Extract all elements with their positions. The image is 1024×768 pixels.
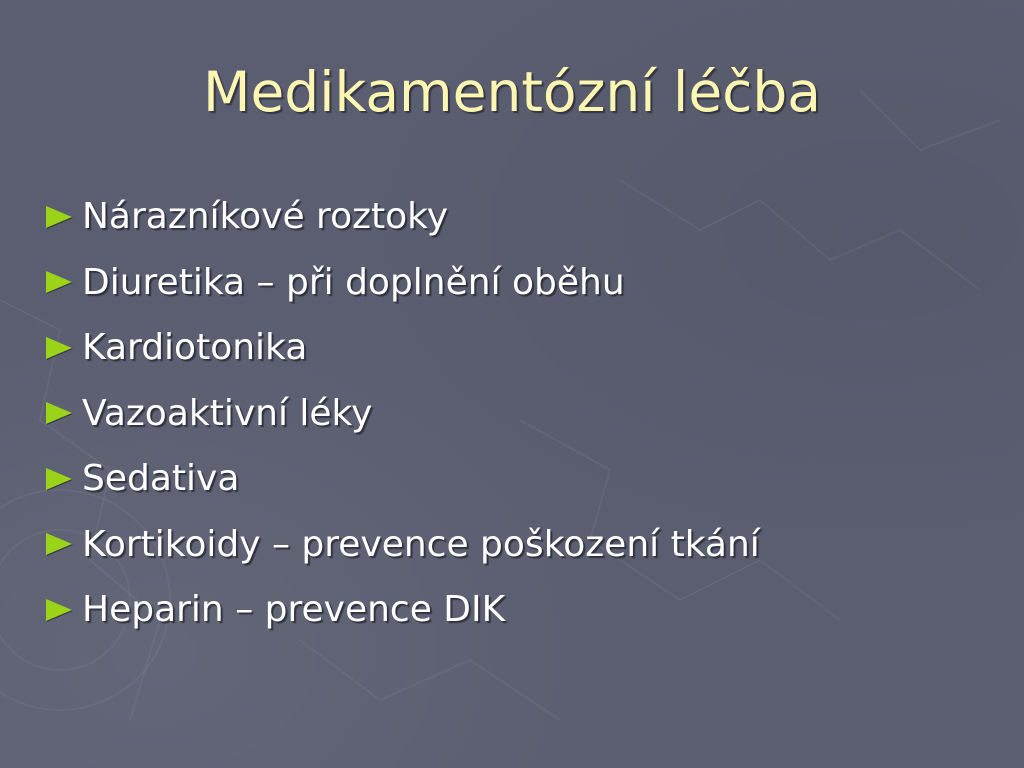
triangle-right-icon	[46, 402, 72, 424]
bullet-text: Vazoaktivní léky	[82, 392, 373, 434]
triangle-right-icon	[46, 533, 72, 555]
bullet-text: Kardiotonika	[82, 327, 308, 369]
list-item	[46, 512, 760, 578]
bullet-text: Sedativa	[82, 458, 240, 500]
bullet-text: Heparin – prevence DIK	[82, 589, 506, 631]
list-item	[46, 184, 760, 250]
list-item	[46, 577, 760, 643]
triangle-right-icon	[46, 337, 72, 359]
list-item	[46, 250, 760, 316]
bullet-text: Diuretika – při doplnění oběhu	[82, 261, 625, 303]
bullet-text: Nárazníkové roztoky	[82, 196, 448, 238]
list-item	[46, 446, 760, 512]
slide-title: Medikamentózní léčba	[202, 60, 822, 124]
list-item	[46, 381, 760, 447]
bullet-text: Kortikoidy – prevence poškození tkání	[82, 523, 760, 565]
triangle-right-icon	[46, 271, 72, 293]
bullet-list	[46, 184, 760, 643]
triangle-right-icon	[46, 599, 72, 621]
list-item	[46, 315, 760, 381]
triangle-right-icon	[46, 206, 72, 228]
triangle-right-icon	[46, 468, 72, 490]
